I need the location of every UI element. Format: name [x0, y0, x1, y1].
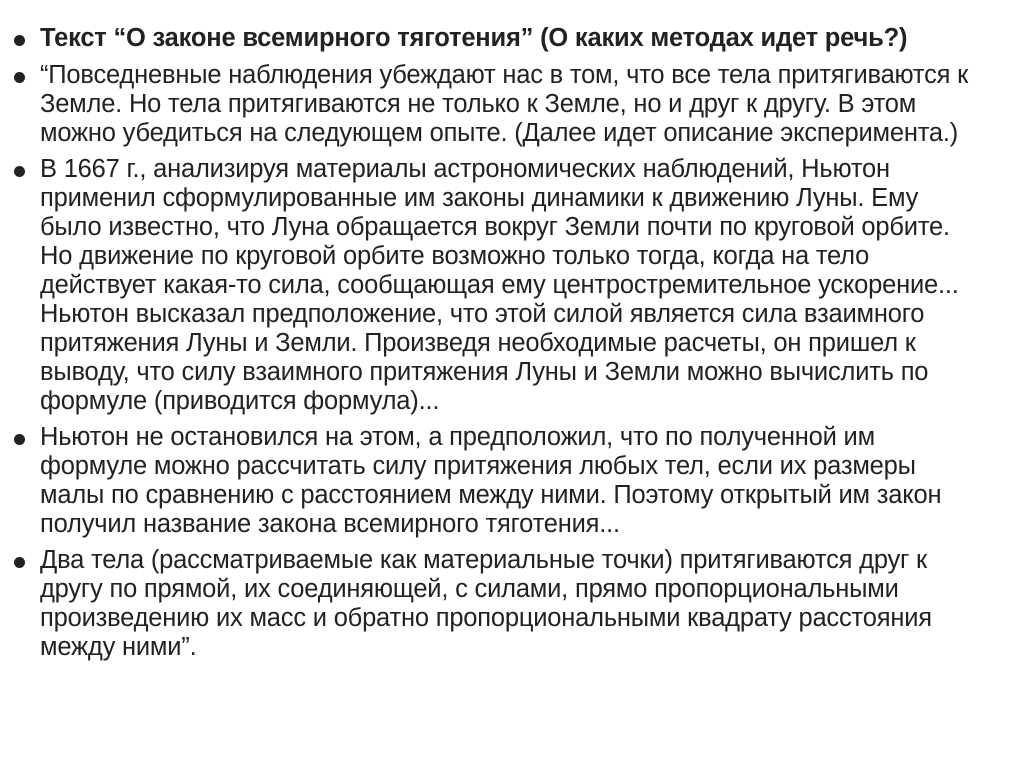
bullet-text: Текст “О законе всемирного тяготения” (О каких методах идет речь?) [40, 24, 908, 52]
bullet-item-universal-law [14, 423, 986, 539]
bullet-item-observations [14, 61, 986, 148]
bullet-item-newton-moon [14, 155, 986, 416]
bullet-dot-icon [14, 166, 25, 177]
bullet-text: Ньютон не остановился на этом, а предположил, что по полученной им формуле можно рассчитать силу притяжения любых тел, если их размеры малы по сравнению с расстоянием между ними. Поэтому открытый им закон получил название закона всемирного тяготения... [40, 423, 942, 538]
bullet-dot-icon [14, 35, 25, 46]
bullet-list [14, 24, 986, 669]
bullet-item-title [14, 24, 986, 53]
bullet-dot-icon [14, 557, 25, 568]
bullet-text: Два тела (рассматриваемые как материальные точки) притягиваются друг к другу по прямой, их соединяющей, с силами, прямо пропорциональными произведению их масс и обратно пропорциональными квадрату расстояния между ними”. [40, 546, 932, 661]
bullet-text: В 1667 г., анализируя материалы астрономических наблюдений, Ньютон применил сформулированные им законы динамики к движению Луны. Ему было известно, что Луна обращается вокруг Земли почти по круговой орбите. Но движение по круговой орбите возможно только тогда, когда на тело действует какая-то сила, сообщающая ему центростремительное ускорение... Ньютон высказал предположение, что этой силой является сила взаимного притяжения Луны и Земли. Произведя необходимые расчеты, он пришел к выводу, что силу взаимного притяжения Луны и Земли можно вычислить по формуле (приводится формула)... [40, 155, 959, 415]
bullet-dot-icon [14, 72, 25, 83]
bullet-text: “Повседневные наблюдения убеждают нас в том, что все тела притягиваются к Земле. Но тела притягиваются не только к Земле, но и друг к другу. В этом можно убедиться на следующем опыте. (Далее идет описание эксперимента.) [40, 61, 969, 147]
bullet-item-law-statement [14, 546, 986, 662]
bullet-dot-icon [14, 434, 25, 445]
